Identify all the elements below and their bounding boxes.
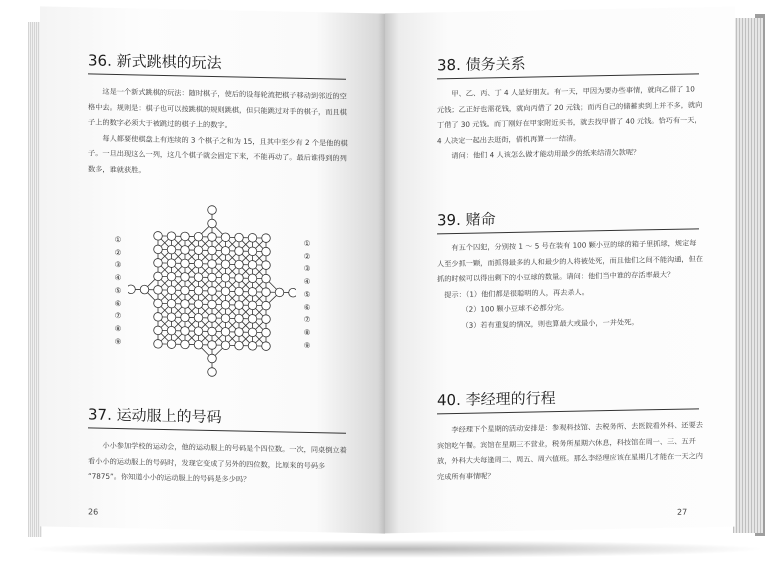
board-node — [235, 314, 244, 323]
board-node — [208, 273, 217, 282]
marker: ② — [114, 247, 122, 257]
board-node — [235, 260, 244, 269]
board-node — [154, 299, 163, 308]
board-node — [154, 285, 163, 294]
board-node — [154, 231, 163, 240]
board-node — [262, 342, 271, 351]
section-40-title: 40. 李经理的行程 — [437, 384, 699, 414]
board-node — [248, 314, 257, 323]
board-node — [289, 288, 296, 297]
marker: ④ — [114, 273, 122, 283]
section-36-body — [88, 83, 350, 181]
board-node — [167, 313, 176, 322]
book-shadow — [22, 540, 767, 558]
board-node — [248, 260, 257, 269]
marker: ⑥ — [303, 302, 311, 312]
board-node — [262, 261, 271, 270]
board-node — [167, 232, 176, 241]
board-node — [181, 286, 190, 295]
right-page-edges — [733, 18, 763, 533]
section-39-paragraph-1: 有五个囚犯，分别按 1 ～ 5 号在装有 100 颗小豆的球的箱子里抓球，规定每人至少抓一颗，而抓得最多的人和最少的人将被处死，而且他们之间不能沟通，但在抓的时候可以得出剩下的小豆球的数量。请问：他们当中谁的存活率最大？ — [437, 238, 703, 284]
board-node — [248, 287, 257, 296]
left-page-number: 26 — [88, 507, 99, 517]
board-node — [208, 341, 217, 350]
board-node — [262, 328, 271, 337]
right-page-number: 27 — [677, 507, 688, 517]
board-node — [194, 300, 203, 309]
board-node — [235, 328, 244, 337]
board-node — [208, 354, 217, 363]
section-37-title: 37. 运动服上的号码 — [88, 403, 346, 433]
section-39-title: 39. 赌命 — [437, 204, 699, 234]
marker: ③ — [114, 260, 122, 270]
board-node — [235, 247, 244, 256]
board-node — [248, 341, 257, 350]
section-39-hint-1: 提示：（1）他们都是很聪明的人，再去杀人。 — [444, 286, 589, 299]
board-node — [194, 313, 203, 322]
left-page — [40, 6, 385, 533]
board-node — [194, 327, 203, 336]
board-node — [208, 206, 217, 215]
board-node — [221, 287, 230, 296]
section-39-hint-2: （2）100 颗小豆球不必都分完。 — [461, 302, 569, 314]
board-node — [208, 314, 217, 323]
board-node — [262, 234, 271, 243]
section-40-body — [437, 417, 703, 484]
board-node — [167, 299, 176, 308]
section-36-paragraph-2: 每人都要使棋盘上有连续的 3 个棋子之和为 15，且其中至少有 2 个是他的棋子。一旦出现这么一列，这几个棋子就会固定下来，不能再动了。最后谁得到的列数多，谁就获胜。 — [88, 133, 348, 175]
board-node — [194, 232, 203, 241]
board-node — [181, 300, 190, 309]
board-node — [235, 233, 244, 242]
board-node — [154, 339, 163, 348]
board-node — [262, 288, 271, 297]
marker: ⑦ — [303, 315, 311, 325]
checkers-board-diagram — [128, 200, 296, 382]
section-38-paragraph-2: 请问：他们 4 人该怎么做才能动用最少的纸来结清欠款呢？ — [451, 147, 641, 161]
marker: ⑦ — [114, 311, 122, 321]
marker: ② — [303, 251, 311, 261]
board-node — [235, 287, 244, 296]
board-node — [248, 233, 257, 242]
board-node — [208, 327, 217, 336]
board-node — [167, 340, 176, 349]
board-node — [181, 313, 190, 322]
board-node — [194, 259, 203, 268]
board-node — [262, 315, 271, 324]
section-38-body — [437, 81, 703, 164]
board-node — [167, 326, 176, 335]
marker: ① — [303, 238, 311, 249]
board-node — [248, 301, 257, 310]
right-page — [385, 7, 735, 534]
marker: ⑤ — [114, 285, 122, 295]
right-number-markers — [301, 238, 313, 353]
board-node — [221, 300, 230, 309]
board-node — [154, 312, 163, 321]
marker: ⑧ — [303, 327, 311, 337]
board-node — [154, 258, 163, 267]
marker: ① — [114, 234, 122, 245]
board-node — [208, 260, 217, 269]
board-node — [167, 245, 176, 254]
section-39-hint-3: （3）若有重复的情况，则也算最大或最小，一并处死。 — [461, 316, 639, 330]
board-node — [140, 285, 149, 294]
board-node — [181, 273, 190, 282]
board-node — [194, 273, 203, 282]
marker: ⑨ — [303, 340, 311, 350]
board-node — [194, 340, 203, 349]
board-node — [167, 272, 176, 281]
board-node — [208, 287, 217, 296]
section-40-paragraph-1: 李经理下个星期的活动安排是：参观科技馆、去税务所、去医院看外科、还要去宾馆吃午餐。宾馆在星期三不营业，税务所星期六休息，科技馆在周一、三、五开放，外科大夫每逢周二、周五、周六值班。那么李经理应该在星期几才能在一天之内完成所有事情呢？ — [437, 420, 703, 481]
marker: ③ — [303, 264, 311, 274]
board-node — [194, 286, 203, 295]
board-node — [208, 246, 217, 255]
board-node — [167, 259, 176, 268]
board-node — [154, 272, 163, 281]
board-node — [181, 232, 190, 241]
board-node — [221, 341, 230, 350]
board-node — [221, 246, 230, 255]
marker: ⑥ — [114, 298, 122, 308]
section-36-paragraph-1: 这是一个新式跳棋的玩法：随时棋子，使后的设每轮流把棋子移动到邻近的空格中去。规则是：棋子也可以按跳棋的规则跳棋，但只能跳过对手的棋子，而且棋子上的数字必须大于被跳过的棋子上的数字。 — [88, 86, 347, 130]
board-node — [181, 259, 190, 268]
board-node — [221, 233, 230, 242]
board-node — [248, 247, 257, 256]
board-node — [194, 246, 203, 255]
board-node — [154, 245, 163, 254]
board-node — [208, 219, 217, 228]
section-37-paragraph-1: 小小参加学校的运动会，他的运动服上的号码是个四位数。一次，同桌倒立着看小小的运动服上的号码时，发现它变成了另外的四位数，比原来的号码多 “7875”。你知道小小的运动服上的号码是多少吗？ — [88, 440, 347, 484]
board-node — [221, 314, 230, 323]
section-36-title: 36. 新式跳棋的玩法 — [88, 49, 346, 79]
board-node — [221, 260, 230, 269]
section-39-body — [437, 235, 703, 333]
board-node — [248, 274, 257, 283]
board-node — [235, 301, 244, 310]
board-node — [167, 286, 176, 295]
board-node — [221, 327, 230, 336]
marker: ⑧ — [114, 323, 122, 334]
marker: ④ — [303, 277, 311, 287]
board-node — [262, 301, 271, 310]
board-node — [154, 326, 163, 335]
board-node — [262, 274, 271, 283]
board-node — [181, 246, 190, 255]
board-node — [181, 340, 190, 349]
board-node — [235, 274, 244, 283]
section-38-paragraph-1: 甲、乙、丙、丁 4 人是好朋友。有一天，甲因为要办些事情，就向乙借了 10 元钱；乙正好也需花钱，就向丙借了 20 元钱；而丙自己的储蓄卖到上并不多，就向丁借了 30 元钱。而丁刚好在甲家附近买书，就去找甲借了 40 元钱。恰巧有一天，4 人决定一起出去逛街，借机再算一一结清。 — [437, 84, 703, 145]
board-node — [235, 341, 244, 350]
left-number-markers — [112, 234, 124, 349]
board-node — [208, 368, 217, 377]
board-node — [248, 328, 257, 337]
marker: ⑨ — [114, 336, 122, 346]
section-37-body — [88, 437, 350, 489]
board-node — [275, 288, 284, 297]
board-node — [128, 285, 135, 294]
marker: ⑤ — [303, 289, 311, 299]
board-node — [262, 247, 271, 256]
board-node — [208, 300, 217, 309]
board-node — [181, 327, 190, 336]
board-node — [221, 273, 230, 282]
board-node — [208, 233, 217, 242]
section-38-title: 38. 债务关系 — [437, 49, 699, 79]
